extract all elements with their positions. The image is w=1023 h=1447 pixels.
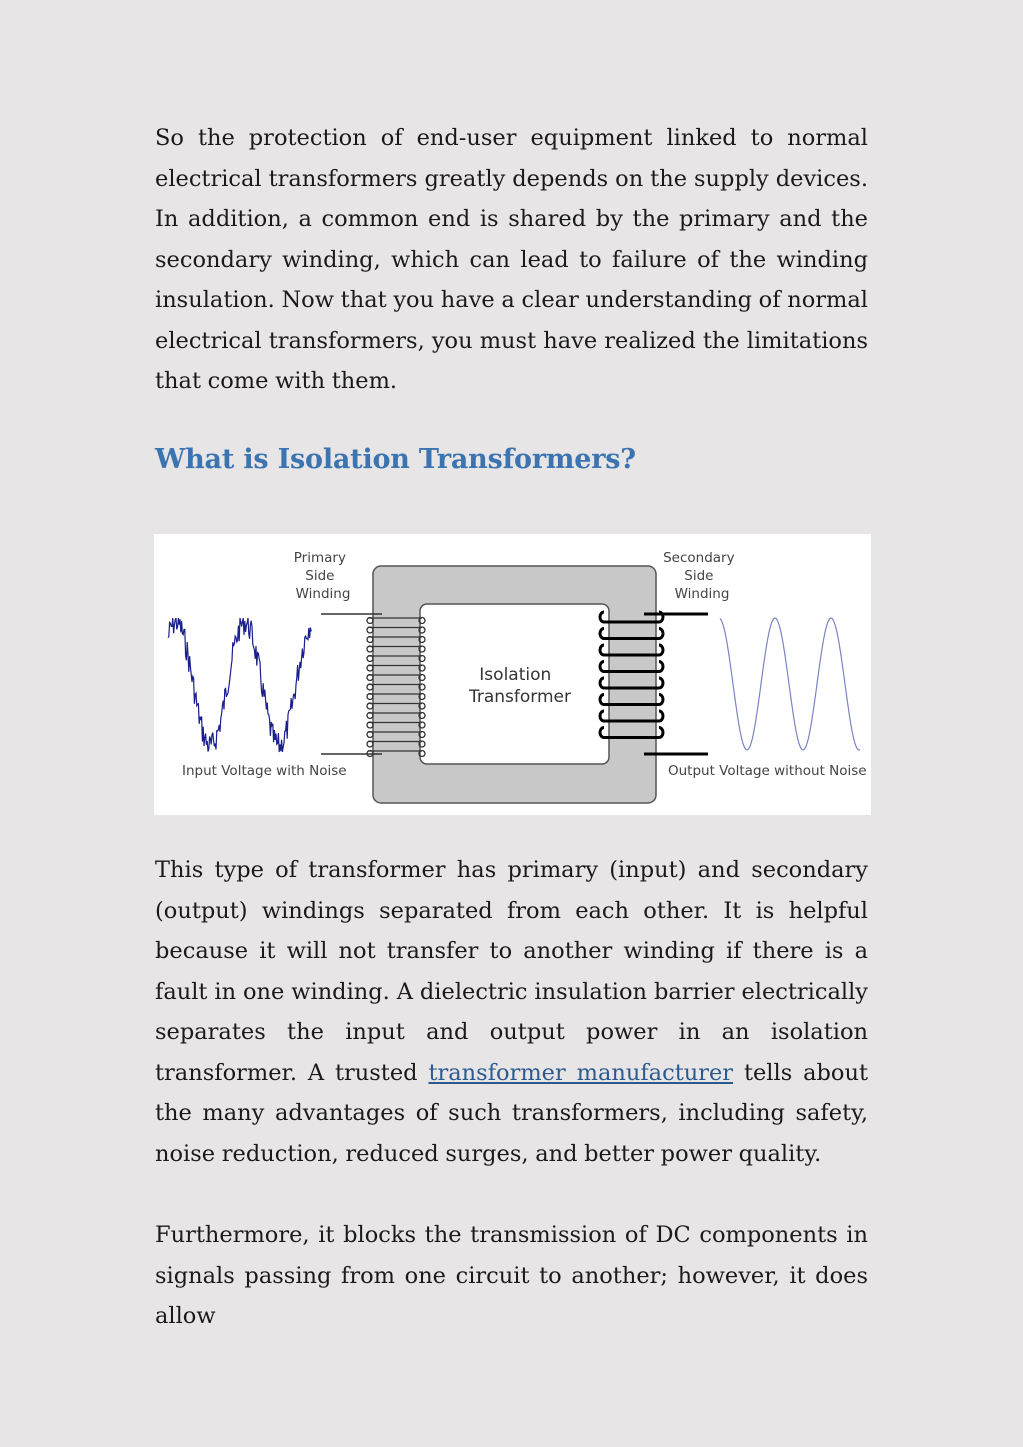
paragraph-text-start: This type of transformer has primary (input) and secondary (output) windings separated from each other. It is helpful because it will not transfer to another winding if there is a fault in one winding. A dielectric insulation barrier electrically separates the input and output power in an isolation transformer. A trusted [155,857,868,1086]
secondary-label-line1: Secondary [663,550,735,566]
core-label-line2: Transformer [468,687,572,707]
svg-text:Secondary Side [663,550,739,602]
paragraph-dc-blocking: Furthermore, it blocks the transmission of DC components in signals passing from one circuit to another; however, it does allow [155,1222,868,1329]
svg-text:Primary Side W [294,550,351,602]
output-clean-waveform [720,618,860,750]
core-label-line1: Isolation [479,665,552,685]
input-noisy-waveform [168,618,311,752]
paragraph-isolation-explainer [155,850,868,1174]
primary-label-line3: Winding [295,586,351,602]
isolation-transformer-diagram [154,534,871,815]
primary-label-line1: Primary [293,550,346,566]
input-voltage-label: Input Voltage with Noise [182,763,347,779]
primary-label-line2: Side [305,568,335,584]
secondary-label-line2: Side [684,568,714,584]
output-voltage-label: Output Voltage without Noise [668,763,867,779]
document-page [155,118,869,1329]
paragraph-text-end: tells about the many advantages of such transformers, including safety, noise reduction, reduced surges, and better power quality. [155,1059,869,1167]
section-heading: What is Isolation Transformers? [155,444,636,475]
paragraph-intro: So the protection of end-user equipment linked to normal electrical transformers greatly depends on the supply devices. In addition, a common end is shared by the primary and the secondary winding, which can lead to failure of the winding insulation. Now that you have a clear understanding of normal electrical transformers, you must have realized the limitations that come with them. [155,125,868,394]
secondary-label-line3: Winding [674,586,730,602]
transformer-manufacturer-link[interactable]: transformer manufacturer [428,1059,734,1086]
